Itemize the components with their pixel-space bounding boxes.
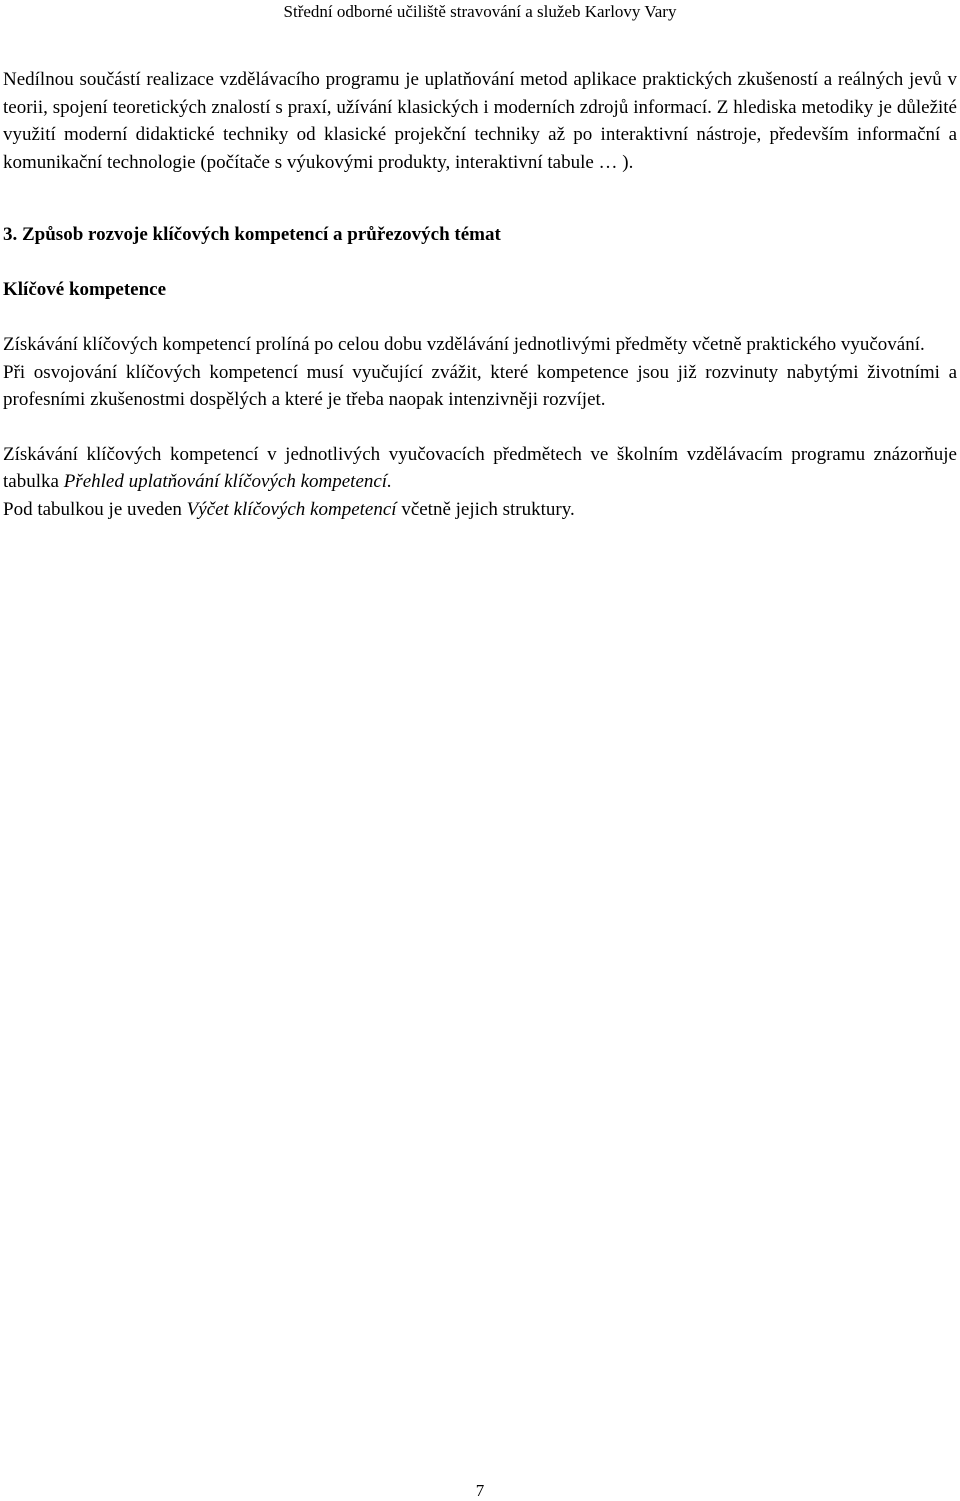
section-heading: 3. Způsob rozvoje klíčových kompetencí a průřezových témat — [3, 224, 501, 245]
paragraph-list-reference — [3, 496, 957, 524]
paragraph-list-reference-prefix: Pod tabulkou je uveden — [3, 498, 187, 520]
page-header — [0, 0, 960, 24]
paragraph-list-reference-suffix: včetně jejich struktury. — [396, 498, 575, 520]
list-title-reference: Výčet klíčových kompetencí — [186, 498, 397, 520]
table-title-reference: Přehled uplatňování klíčových kompetencí. — [63, 471, 392, 492]
paragraph-table-reference — [3, 441, 957, 496]
paragraph-acquiring-competences: Získávání klíčových kompetencí prolíná po celou dobu vzdělávání jednotlivými předměty včetně praktického vyučování. — [3, 334, 925, 355]
paragraph-teacher-consideration: Při osvojování klíčových kompetencí musí vyučující zvážit, které kompetence jsou již rozvinuty nabytými životními a profesními zkušenostmi dospělých a které je třeba naopak intenzivněji rozvíjet. — [3, 361, 957, 410]
page-number: 7 — [475, 1481, 485, 1500]
document-body — [3, 66, 957, 523]
intro-paragraph: Nedílnou součástí realizace vzdělávacího programu je uplatňování metod aplikace praktických zkušeností a reálných jevů v teorii, spojení teoretických znalostí s praxí, užívání klasických i moderních zdrojů informací. Z hlediska metodiky je důležité využití moderní didaktické techniky od klasické projekční techniky až po interaktivní nástroje, především informační a komunikační technologie (počítače s výukovými produkty, interaktivní tabule … ). — [3, 69, 957, 173]
paragraph-table-reference-text: Získávání klíčových kompetencí v jednotlivých vyučovacích předmětech ve školním vzdělávacím programu znázorňuje tabulka — [3, 443, 957, 492]
institution-name: Střední odborné učiliště stravování a služeb Karlovy Vary — [283, 2, 677, 21]
subheading-key-competences: Klíčové kompetence — [3, 278, 167, 300]
